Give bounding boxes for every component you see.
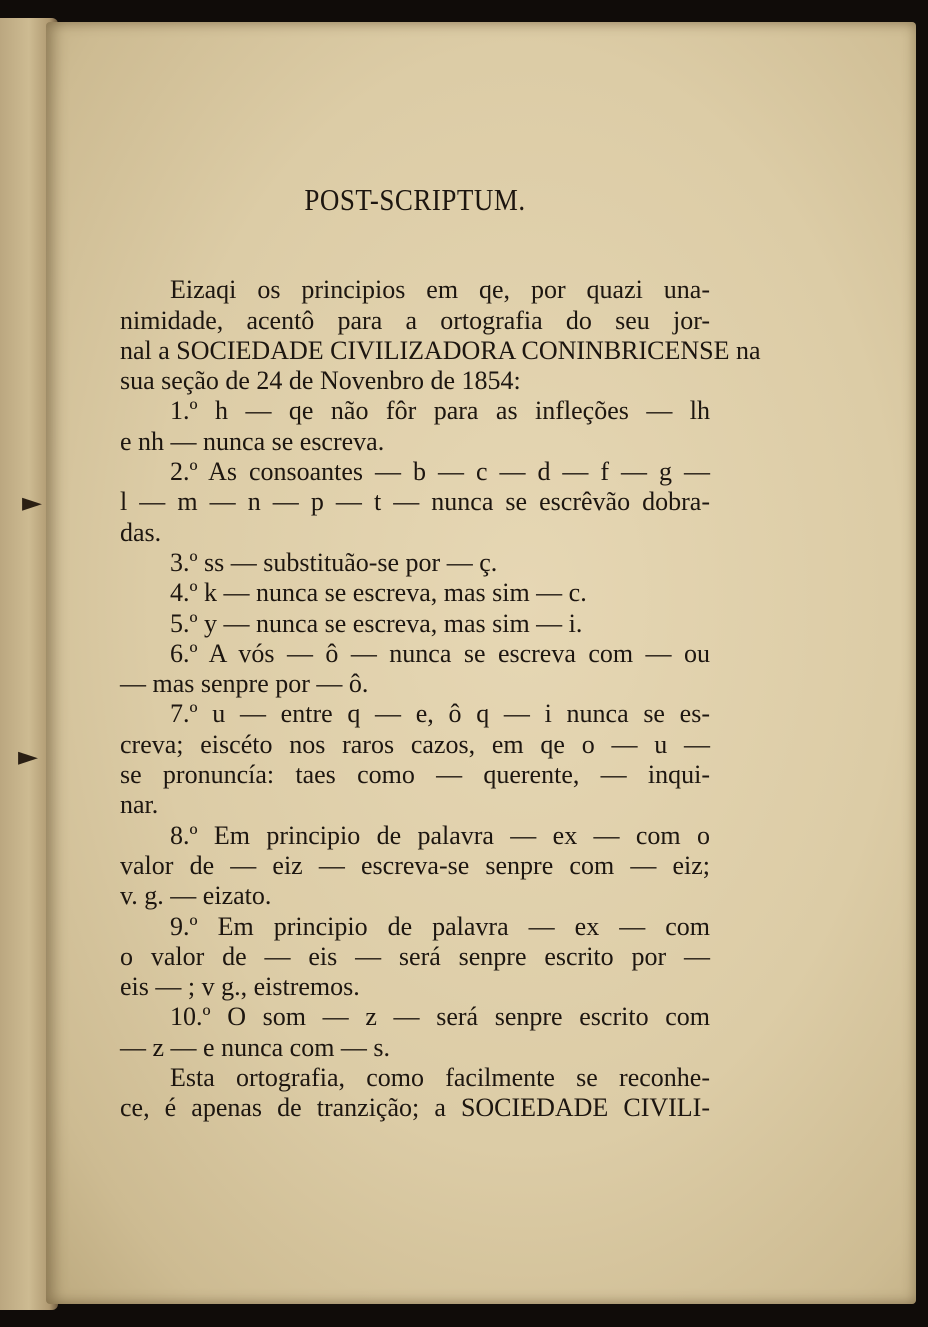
text-line: 9.º Em principio de palavra — ex — com: [170, 911, 710, 941]
text-line: — z — e nunca com — s.: [120, 1032, 391, 1062]
text-line: v. g. — eizato.: [120, 881, 272, 911]
text-line: sua seção de 24 de Novenbro de 1854:: [120, 366, 521, 396]
page-text: [120, 183, 761, 1124]
text-line: das.: [120, 517, 162, 547]
text-line: 7.º u — entre q — e, ô q — i nunca se es-: [170, 699, 710, 729]
text-line: 2.º As consoantes — b — c — d — f — g —: [170, 457, 710, 487]
text-line: eis — ; v g., eistremos.: [120, 972, 360, 1002]
text-line: e nh — nunca se escreva.: [120, 426, 385, 456]
text-line: l — m — n — p — t — nunca se escrêvão dobra-: [120, 487, 710, 517]
text-line: nal a SOCIEDADE CIVILIZADORA CONINBRICENSE na: [120, 335, 761, 365]
text-line: 4.º k — nunca se escreva, mas sim — c.: [170, 578, 587, 608]
text-line: 1.º h — qe não fôr para as infleções — lh: [170, 396, 710, 426]
text-line: se pronuncía: taes como — querente, — inqui-: [120, 760, 710, 790]
gutter-arrow-mark: ►: [18, 742, 38, 772]
text-line: ce, é apenas de tranzição; a SOCIEDADE CIVILI-: [120, 1093, 710, 1123]
text-line: Esta ortografia, como facilmente se reconhe-: [170, 1063, 710, 1093]
gutter-arrow-mark: ►: [22, 488, 42, 518]
text-line: 5.º y — nunca se escreva, mas sim — i.: [170, 608, 583, 638]
text-line: creva; eiscéto nos raros cazos, em qe o — u —: [120, 729, 710, 759]
text-line: o valor de — eis — será senpre escrito por —: [120, 941, 710, 971]
text-line: valor de — eiz — escreva-se senpre com — eiz;: [120, 850, 710, 880]
text-line: 3.º ss — substituão-se por — ç.: [170, 547, 498, 577]
text-body: [120, 275, 761, 1123]
text-line: nimidade, acentô para a ortografia do seu jor-: [120, 305, 710, 335]
page-title: POST-SCRIPTUM.: [304, 183, 526, 217]
text-line: nar.: [120, 790, 159, 820]
text-line: Eizaqi os principios em qe, por quazi una-: [170, 275, 710, 305]
text-line: 8.º Em principio de palavra — ex — com o: [170, 820, 710, 850]
text-line: — mas senpre por — ô.: [120, 669, 369, 699]
text-line: 6.º A vós — ô — nunca se escreva com — ou: [170, 638, 710, 668]
text-line: 10.º O som — z — será senpre escrito com: [170, 1002, 710, 1032]
